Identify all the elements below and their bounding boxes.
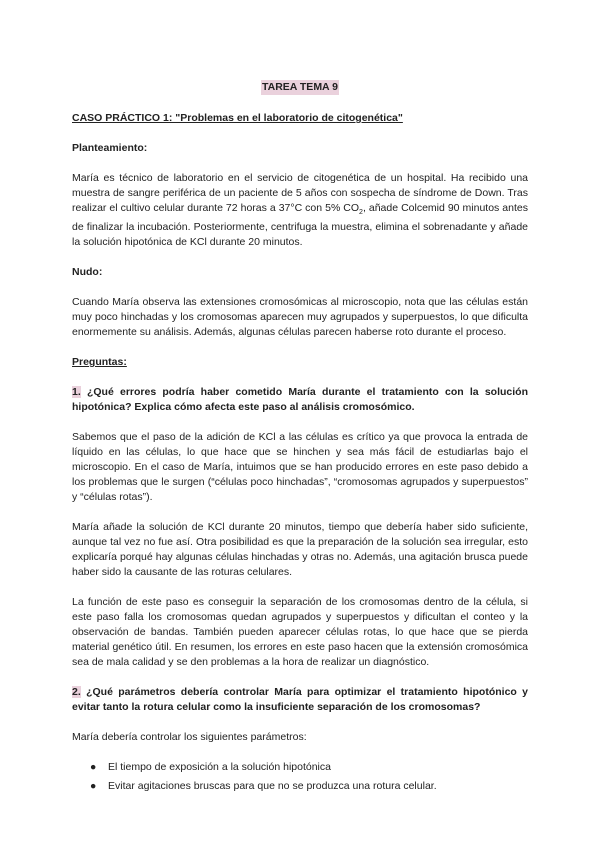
co2-subscript: 2 bbox=[359, 209, 363, 217]
list-item bbox=[90, 760, 528, 775]
bullet-icon: ● bbox=[90, 761, 97, 774]
answer-1-paragraph-1: Sabemos que el paso de la adición de KCl a las células es crítico ya que provoca la entrada de líquido en las células, lo que hace que se hinchen y sea más fácil de estudiarlas bajo el microscopio. En el caso de María, intuimos que se han producido errores en este paso debido a los problemas que le surgen (“células poco hinchadas”, “cromosomas agrupados y superpuestos” y “células rotas”). bbox=[72, 431, 528, 504]
list-item-text: Evitar agitaciones bruscas para que no se produzca una rotura celular. bbox=[108, 780, 437, 793]
answer-2-list bbox=[72, 760, 528, 794]
document-page bbox=[72, 80, 528, 798]
answer-1-paragraph-3: La función de este paso es conseguir la separación de los cromosomas dentro de la célula, si este paso falla los cromosomas quedan agrupados y superpuestos y dificultan el conteo y la observación de bandas. También pueden aparecer células rotas, lo que hace que se pierda material genético útil. En resumen, los errores en este paso hacen que la extensión cromosómica sea de mala calidad y se den problemas a la hora de realizar un diagnóstico. bbox=[72, 596, 528, 669]
question-2 bbox=[72, 685, 528, 715]
question-1-number: 1. bbox=[72, 386, 81, 399]
answer-2-intro: María debería controlar los siguientes parámetros: bbox=[72, 731, 307, 744]
nudo-paragraph: Cuando María observa las extensiones cromosómicas al microscopio, nota que las células están muy poco hinchadas y los cromosomas aparecen muy agrupados y superpuestos, lo que dificulta enormemente su análisis. Además, algunas células parecen haberse roto durante el proceso. bbox=[72, 296, 528, 339]
planteamiento-text-before: María es técnico de laboratorio en el servicio de citogenética de un hospital. Ha recibido una muestra de sangre periférica de un paciente de 5 años con sospecha de síndrome de Down. Tras realizar el cultivo celular durante 72 horas a 37°C con 5% CO bbox=[72, 172, 528, 214]
question-1 bbox=[72, 385, 528, 415]
planteamiento-heading: Planteamiento: bbox=[72, 142, 148, 154]
preguntas-heading: Preguntas: bbox=[72, 356, 127, 369]
answer-1-paragraph-2: María añade la solución de KCl durante 20 minutos, tiempo que debería haber sido suficiente, aunque tal vez no fue así. Otra posibilidad es que la preparación de la solución sea irregular, esto explicaría porqué hay algunas células hinchadas y otras no. Además, una agitación brusca puede haber sido la causante de las roturas celulares. bbox=[72, 521, 528, 579]
question-1-text: ¿Qué errores podría haber cometido María durante el tratamiento con la solución hipotónica? Explica cómo afecta este paso al análisis cromosómico. bbox=[72, 386, 528, 414]
planteamiento-paragraph bbox=[72, 171, 528, 250]
document-title: TAREA TEMA 9 bbox=[261, 81, 339, 93]
bullet-icon: ● bbox=[90, 780, 97, 793]
case-title: CASO PRÁCTICO 1: "Problemas en el laboratorio de citogenética" bbox=[72, 112, 403, 124]
question-2-number: 2. bbox=[72, 686, 81, 699]
nudo-heading: Nudo: bbox=[72, 266, 103, 279]
list-item-text: El tiempo de exposición a la solución hipotónica bbox=[108, 761, 331, 774]
planteamiento-text-after: , añade Colcemid 90 minutos antes de finalizar la incubación. Posteriormente, centrifuga la muestra, elimina el sobrenadante y añade la solución hipotónica de KCl durante 20 minutos. bbox=[72, 202, 528, 249]
title-wrap bbox=[72, 80, 528, 95]
question-2-text: ¿Qué parámetros debería controlar María para optimizar el tratamiento hipotónico y evitar tanto la rotura celular como la insuficiente separación de los cromosomas? bbox=[72, 686, 528, 714]
list-item bbox=[90, 779, 528, 794]
